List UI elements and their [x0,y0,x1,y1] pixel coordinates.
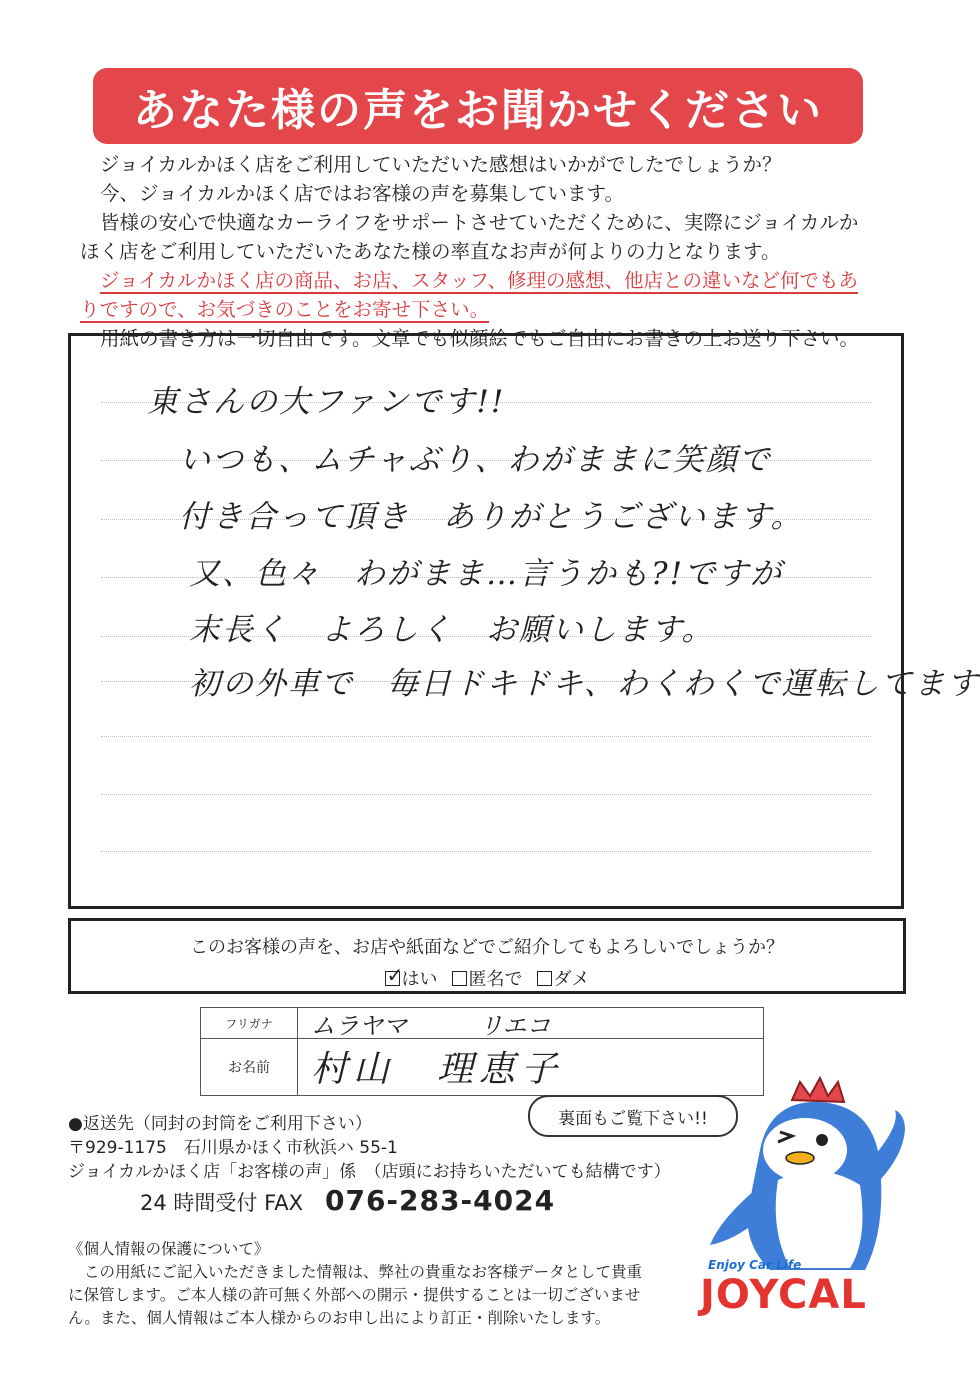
intro-line: 用紙の書き方は一切自由です。文章でも似顔絵でもご自由にお書きの上お送り下さい。 [100,327,859,350]
return-store: ジョイカルかほく店「お客様の声」係 （店頭にお持ちいただいても結構です） [68,1162,671,1182]
consent-option-anonymous[interactable]: 匿名で [452,965,523,991]
intro-line: ほく店をご利用していただいたあなた様の率直なお声が何よりの力となります。 [80,240,781,263]
intro-text [80,150,880,353]
name-label: お名前 [201,1038,298,1095]
logo-tagline: Enjoy Car Life [708,1258,802,1272]
furigana-row [201,1008,763,1039]
name-table [200,1007,764,1096]
privacy-title: 《個人情報の保護について》 [68,1240,270,1258]
name-value[interactable]: 村山 理恵子 [311,1049,564,1090]
consent-box [68,918,906,994]
message-box [68,333,980,909]
ruled-line [101,736,871,737]
handwritten-line: 末長く よろしく お願いします。 [189,612,715,648]
consent-options [71,965,903,991]
privacy-line: ん。また、個人情報はご本人様からのお申し出により訂正・削除いたします。 [68,1309,611,1327]
return-title: ●返送先（同封の封筒をご利用下さい） [68,1114,372,1134]
intro-line: 今、ジョイカルかほく店ではお客様の声を募集しています。 [100,182,624,205]
furigana-value[interactable]: ムラヤマ リエコ [311,1011,551,1040]
name-row [201,1038,763,1095]
handwritten-line: 東さんの大ファンです!! [147,384,506,420]
ruled-line [101,851,871,852]
checkbox-icon[interactable] [537,971,552,986]
fax-info [140,1184,555,1217]
joycal-logo: JOYCAL [700,1272,867,1318]
consent-option-yes[interactable]: ✓はい [385,965,438,991]
checkbox-icon[interactable] [452,971,467,986]
intro-highlight-line: ジョイカルかほく店の商品、お店、スタッフ、修理の感想、他店との違いなど何でもあ [100,269,858,292]
header-banner [93,68,863,144]
privacy-notice [68,1238,698,1330]
handwritten-line: 初の外車で 毎日ドキドキ、わくわくで運転してます [189,666,980,702]
intro-line: ジョイカルかほく店をご利用していただいた感想はいかがでしたでしょうか？ [100,153,782,176]
page-title: あなた様の声をお聞かせください [133,85,823,136]
consent-question: このお客様の声を、お店や紙面などでご紹介してもよろしいでしょうか？ [190,937,784,958]
handwritten-line: 付き合って頂き ありがとうございます。 [179,499,804,535]
checkbox-checked-icon[interactable] [385,971,400,986]
fax-label: 24 時間受付 FAX [140,1191,303,1215]
return-address: 〒929-1175 石川県かほく市秋浜ハ 55-1 [68,1138,398,1158]
handwritten-line: いつも、ムチャぶり、わがままに笑顔で [179,442,772,478]
bubble-text: 裏面もご覧下さい!! [558,1108,708,1129]
intro-highlight-line: りですので、お気づきのことをお寄せ下さい。 [80,298,490,321]
furigana-label: フリガナ [201,1008,298,1038]
fax-number: 076-283-4024 [324,1184,556,1217]
privacy-line: に保管します。ご本人様の許可無く外部への開示・提供することは一切ございませ [68,1286,641,1304]
intro-line: 皆様の安心で快適なカーライフをサポートさせていただくために、実際にジョイカルか [100,211,859,234]
return-info [68,1112,671,1184]
handwritten-line: 又、色々 わがまま…言うかも?!ですが [189,556,784,592]
ruled-line [101,794,871,795]
consent-option-no[interactable]: ダメ [537,965,590,991]
privacy-line: この用紙にご記入いただきました情報は、弊社の貴重なお客様データとして貴重 [84,1263,643,1281]
